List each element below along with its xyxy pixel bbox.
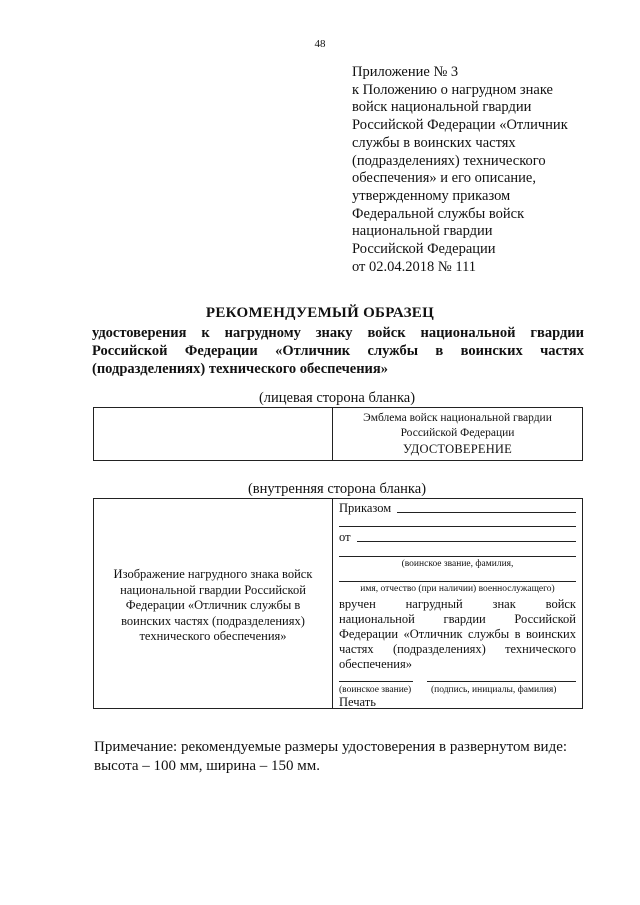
- signature-caption: (подпись, инициалы, фамилия): [431, 685, 557, 695]
- appendix-line: Российской Федерации: [352, 241, 496, 258]
- rank-blank-line: [339, 681, 413, 682]
- front-side-label: (лицевая сторона бланка): [258, 390, 416, 406]
- appendix-line: Приложение № 3: [352, 64, 459, 80]
- award-text-line: частях (подразделениях) технического: [339, 642, 576, 656]
- appendix-line: национальной гвардии: [352, 223, 493, 240]
- subtitle-line: (подразделениях) технического обеспечения»: [92, 361, 388, 377]
- front-side-form: [93, 407, 583, 461]
- rank-caption: (воинское звание): [339, 685, 412, 695]
- emblem-line: Эмблема войск национальной гвардии: [363, 412, 552, 424]
- blank-line: [339, 556, 576, 557]
- appendix-line: утвержденному приказом: [352, 187, 511, 204]
- document-subtitle: [92, 324, 584, 378]
- order-label: Приказом: [339, 501, 392, 515]
- badge-text-line: технического обеспечения»: [139, 629, 287, 643]
- note: [94, 738, 594, 776]
- award-text-line: обеспечения»: [339, 657, 412, 671]
- blank-line: [339, 526, 576, 527]
- badge-text-line: Изображение нагрудного знака войск: [113, 567, 313, 581]
- appendix-line: войск национальной гвардии: [352, 99, 532, 116]
- date-row: [339, 530, 576, 545]
- appendix-line: службы в воинских частях: [352, 134, 516, 151]
- document-title: РЕКОМЕНДУЕМЫЙ ОБРАЗЕЦ: [205, 305, 435, 321]
- appendix-header: [352, 64, 612, 276]
- badge-text-line: Федерации «Отличник службы в: [125, 598, 301, 612]
- emblem-line: Российской Федерации: [400, 427, 515, 439]
- date-blank-line: [357, 540, 576, 542]
- inner-side-form: [93, 498, 583, 709]
- award-text: [339, 597, 576, 672]
- award-text-line: Федерации «Отличник службы в воинских: [339, 627, 576, 641]
- appendix-line: обеспечения» и его описание,: [352, 170, 536, 187]
- appendix-line: Федеральной службы войск: [352, 205, 525, 222]
- award-text-line: вручен нагрудный знак войск: [339, 597, 576, 611]
- patronymic-caption: имя, отчество (при наличии) военнослужащего): [360, 584, 555, 594]
- appendix-line: от 02.04.2018 № 111: [352, 258, 477, 275]
- order-blank-line: [397, 511, 576, 513]
- appendix-line: к Положению о нагрудном знаке: [352, 81, 553, 98]
- rank-name-caption: (воинское звание, фамилия,: [401, 559, 514, 569]
- certificate-heading: УДОСТОВЕРЕНИЕ: [403, 442, 512, 456]
- inner-side-label: (внутренняя сторона бланка): [247, 481, 427, 497]
- subtitle-line: удостоверения к нагрудному знаку войск национальной гвардии: [92, 325, 584, 341]
- badge-text-line: национальной гвардии Российской: [120, 582, 306, 597]
- front-right-cell: [333, 411, 582, 458]
- signature-blank-line: [427, 681, 576, 682]
- award-text-line: национальной гвардии Российской: [339, 612, 576, 626]
- order-row: [339, 501, 576, 516]
- badge-image-placeholder: [94, 567, 332, 645]
- note-line: высота – 100 мм, ширина – 150 мм.: [94, 758, 321, 774]
- badge-text-line: воинских частях (подразделениях): [121, 613, 305, 628]
- column-divider: [332, 499, 333, 708]
- note-line: Примечание: рекомендуемые размеры удостоверения в развернутом виде:: [94, 739, 568, 755]
- subtitle-line: Российской Федерации «Отличник службы в воинских частях: [92, 343, 584, 359]
- seal-label: Печать: [339, 695, 376, 709]
- blank-line: [339, 581, 576, 582]
- appendix-line: Российской Федерации «Отличник: [352, 117, 568, 134]
- page-number: 48: [314, 38, 326, 50]
- appendix-line: (подразделениях) технического: [352, 152, 546, 169]
- from-label: от: [339, 530, 351, 544]
